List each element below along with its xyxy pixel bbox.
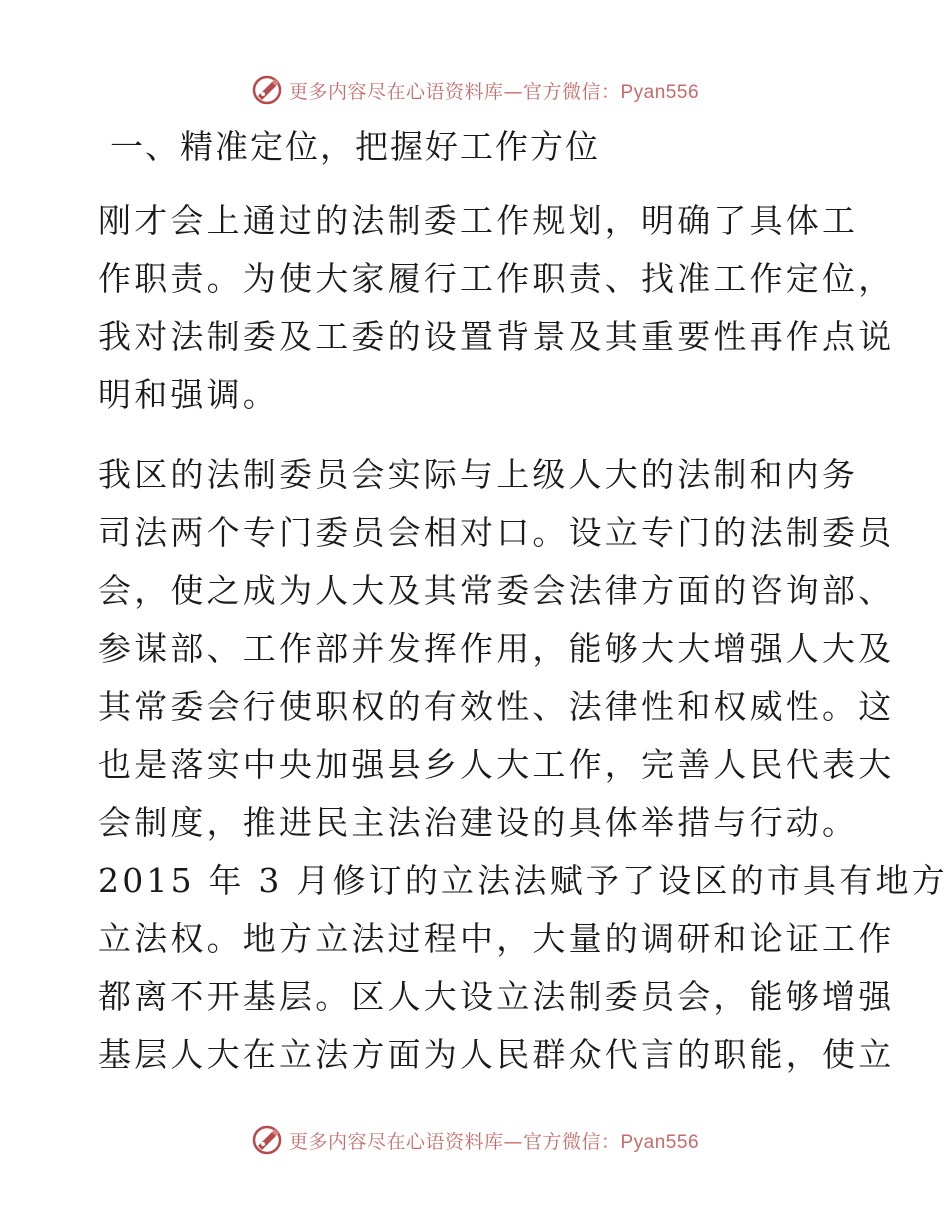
text-line: 其常委会行使职权的有效性、法律性和权威性。这 — [98, 687, 895, 726]
text-line: 明和强调。 — [98, 375, 279, 414]
document-body — [98, 118, 948, 1084]
header-watermark — [0, 70, 950, 110]
library-logo-icon — [251, 1124, 283, 1156]
text-line: 刚才会上通过的法制委工作规划，明确了具体工 — [98, 201, 859, 240]
text-line: 会制度，推进民主法治建设的具体举措与行动。 — [98, 803, 859, 842]
banner-text — [289, 1127, 699, 1154]
section-heading: 一、精准定位，把握好工作方位 — [110, 127, 600, 166]
text-line: 基层人大在立法方面为人民群众代言的职能，使立 — [98, 1035, 895, 1074]
footer-watermark — [0, 1120, 950, 1160]
paragraph-1 — [98, 192, 895, 424]
banner-label: 更多内容尽在心语资料库—官方微信： — [288, 80, 621, 103]
text-line: 参谋部、工作部并发挥作用，能够大大增强人大及 — [98, 629, 895, 668]
text-line: 都离不开基层。区人大设立法制委员会，能够增强 — [98, 977, 895, 1016]
wechat-id: Pyan556 — [620, 81, 700, 103]
wechat-id: Pyan556 — [620, 1131, 700, 1153]
text-line: 2015 年 3 月修订的立法法赋予了设区的市具有地方 — [98, 861, 948, 900]
library-logo-icon — [251, 74, 283, 106]
text-line: 会，使之成为人大及其常委会法律方面的咨询部、 — [98, 571, 895, 610]
text-line: 司法两个专门委员会相对口。设立专门的法制委员 — [98, 513, 895, 552]
text-line: 立法权。地方立法过程中，大量的调研和论证工作 — [98, 919, 895, 958]
paragraph-2 — [98, 446, 948, 1084]
text-line: 我对法制委及工委的设置背景及其重要性再作点说 — [98, 317, 895, 356]
banner-text — [289, 77, 699, 104]
text-line: 作职责。为使大家履行工作职责、找准工作定位， — [98, 259, 895, 298]
text-line: 我区的法制委员会实际与上级人大的法制和内务 — [98, 455, 859, 494]
text-line: 也是落实中央加强县乡人大工作，完善人民代表大 — [98, 745, 895, 784]
banner-label: 更多内容尽在心语资料库—官方微信： — [288, 1130, 621, 1153]
